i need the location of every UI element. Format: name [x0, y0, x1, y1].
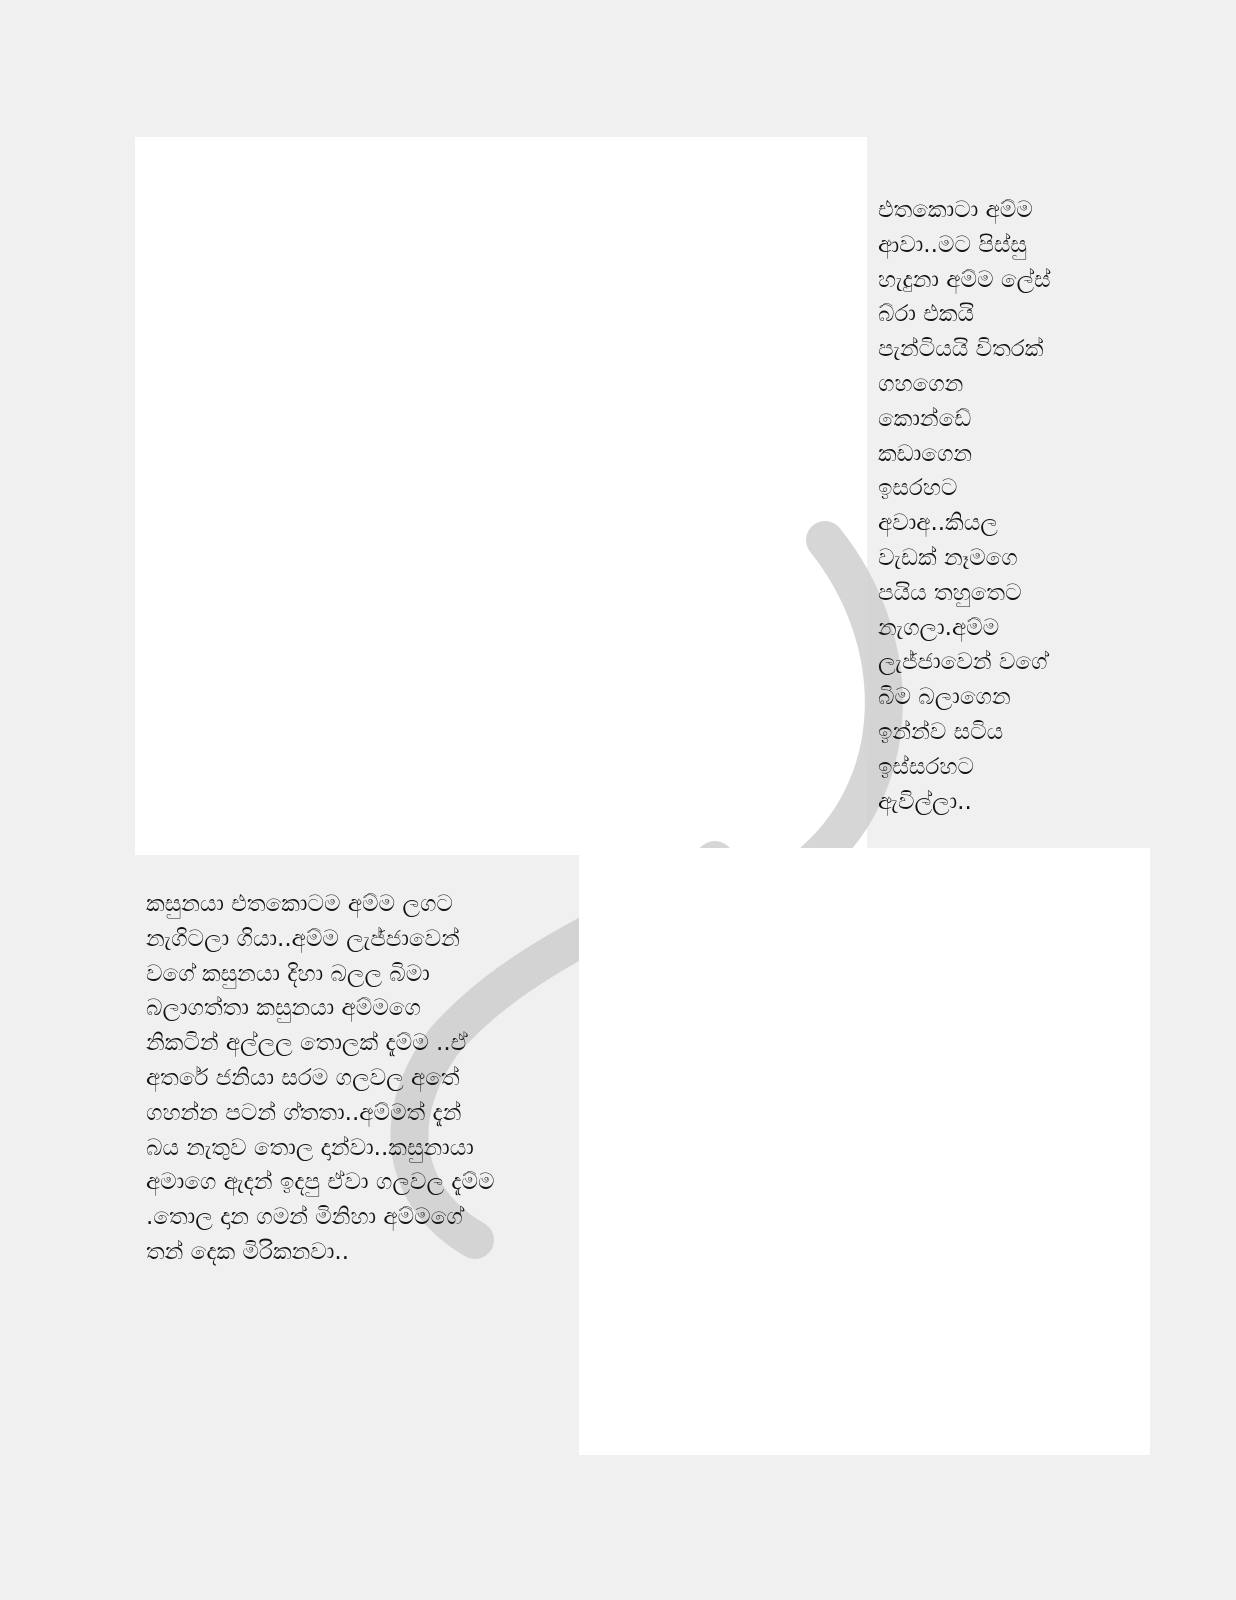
- story-text-right-column: එතකොටා අම්ම ආවා..මට පිස්සු හැදුනා අම්ම ලේස් බ්රා එකයි පැන්ටියයි විතරක් ගහගෙන කොන්ඩේ කඩාගෙන ඉසරහට අවාඅ..කියල වැඩක් නෑමගෙ පයිය තහුතෙට නැගලා.අම්ම ලැජ්ජාවෙන් වගේ බිම බලාගෙන ඉන්න්ව සටිය ඉස්සරහට ඇවිල්ලා..: [878, 197, 1051, 815]
- photo-placeholder-bottom: [579, 848, 1150, 1455]
- photo-placeholder-top: [135, 137, 867, 855]
- story-text-left-column: කසුනයා එතකොටම අම්ම ලගට නැගිටලා ගියා..අම්ම ලැජ්ජාවෙන් වගේ කසුනයා දිහා බලල බිමා බලාගත්තා කසුනයා අම්මගෙ නිකටින් අල්ලල තොලක් දැම්ම ..ඒ අතරේ ජනියා සරම ගලවල අතේ ගහන්න පටන් ග්තතා..අම්මත් දැන් බය නැතුව තොල දාන්වා..කසුනායා අමාගෙ ඇදන් ඉදපු ඒවා ගලවල දැම්ම .තොල දාන ගමන් මිනිහා අම්මගේ තන් දෙක මිරිකනවා..: [146, 891, 495, 1265]
